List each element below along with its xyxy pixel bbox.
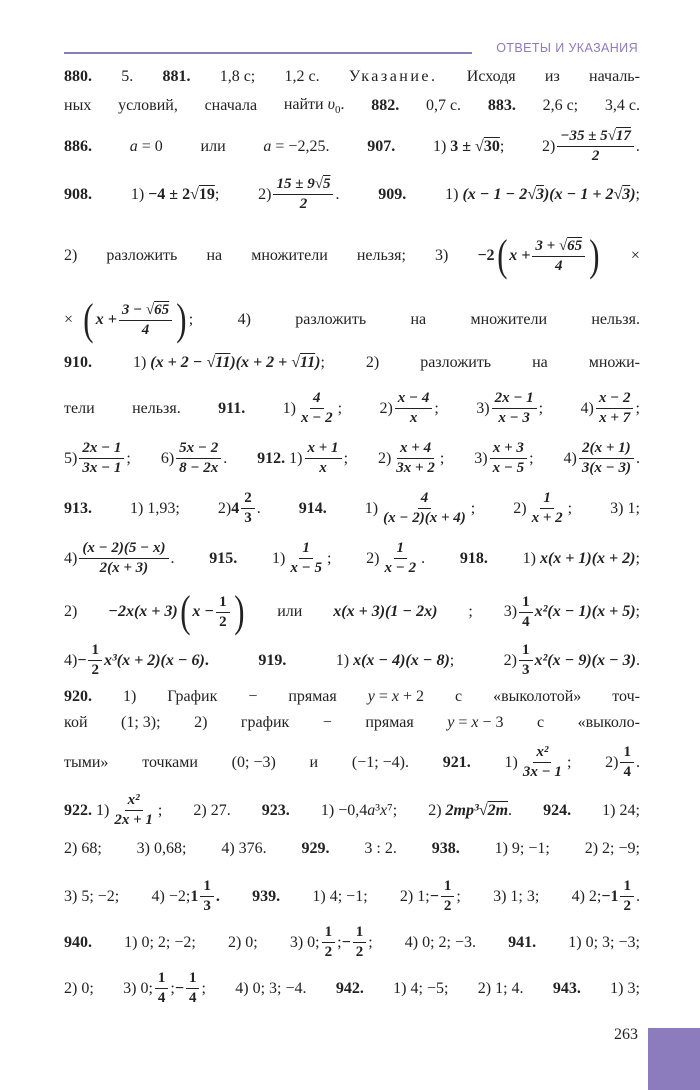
text-line: 3) 5; −2; 4) −2; 1 $\frac{1}{3}$ . 939. 1) 4; −1; 2) 1; − $\frac{1}{2}$ ; 3) 1; 3; 4) 2; −1 $\frac{1}{2}$ . <box>64 878 640 914</box>
text-line: × ( x + $\frac{3 - √65}{4}$ ) ; 4) разложить на множители нельзя. <box>64 295 640 344</box>
text-line: 2) разложить на множители нельзя; 3) −2 ( x + $\frac{3 + √65}{4}$ ) × <box>64 231 640 280</box>
text-line: 4) $\frac{(x - 2)(5 - x)}{2(x + 3)}$ . 915. 1) $\frac{1}{x - 5}$ ; 2) $\frac{1}{x - 2}$ . 918. 1) x(x + 1)(x + 2); <box>64 540 640 576</box>
text-line: 913. 1) 1,93; 2) 4 $\frac{2}{3}$ . 914. 1) $\frac{4}{(x - 2)(x + 4)}$ ; 2) $\frac{1}{x + 2}$ ; 3) 1; <box>64 490 640 526</box>
text-line: 880. 5. 881. 1,8 с; 1,2 с. Указание. Исходя из началь- <box>64 68 640 85</box>
text-line: 5) $\frac{2x - 1}{3x - 1}$ ; 6) $\frac{5x - 2}{8 - 2x}$ . 912. 1) $\frac{x + 1}{x}$ ; 2) $\frac{x + 4}{3x + 2}$ ; 3) $\frac{x + 3}{x - 5}$ ; 4) $\frac{2(x + 1)}{3(x - 3)}$ . <box>64 440 640 476</box>
text-line: тели нельзя. 911. 1) $\frac{4}{x - 2}$ ; 2) $\frac{x - 4}{x}$ ; 3) $\frac{2x - 1}{x - 3}$ ; 4) $\frac{x - 2}{x + 7}$ ; <box>64 390 640 426</box>
text-line: 2) −2x(x + 3) ( x − $\frac{1}{2}$ ) или x(x + 3)(1 − 2x) ; 3) $\frac{1}{4}$ x²(x − 1)(x + 5) ; <box>64 587 640 636</box>
header-rule <box>64 52 472 54</box>
text-line: 886. a = 0 или a = −2,25. 907. 1) 3 ± √30; 2) $\frac{-35 \pm 5√17}{2}$ . <box>64 128 640 164</box>
text-line: 910. 1) (x + 2 − √11)(x + 2 + √11); 2) разложить на множи- <box>64 354 640 371</box>
text-line: 922. 1) $\frac{\text{x²}}{2x + 1}$ ; 2) 27. 923. 1) −0,4a³x⁷; 2) 2mp³√2m. 924. 1) 24; <box>64 792 640 828</box>
text-line: ных условий, сначала найти $\upsilon_0$. 882. 0,7 с. 883. 2,6 с; 3,4 с. <box>64 96 640 117</box>
text-line: 4) − $\frac{1}{2}$ x³(x + 2)(x − 6) . 919. 1) x(x − 4)(x − 8); 2) $\frac{1}{3}$ x²(x − 9)(x − 3) . <box>64 642 640 678</box>
text-line: кой (1; 3); 2) график − прямая y = x − 3 с «выколо- <box>64 714 640 731</box>
text-line: 920. 1) График − прямая y = x + 2 с «выколотой» точ- <box>64 688 640 705</box>
text-line: 2) 68; 3) 0,68; 4) 376. 929. 3 : 2. 938. 1) 9; −1; 2) 2; −9; <box>64 840 640 857</box>
page-number: 263 <box>614 1026 638 1043</box>
text-line: 940. 1) 0; 2; −2; 2) 0; 3) 0; $\frac{1}{2}$ ; − $\frac{1}{2}$ ; 4) 0; 2; −3. 941. 1) 0; 3; −3; <box>64 924 640 960</box>
section-title: ОТВЕТЫ И УКАЗАНИЯ <box>496 41 638 55</box>
text-line: 2) 0; 3) 0; $\frac{1}{4}$ ; − $\frac{1}{4}$ ; 4) 0; 3; −4. 942. 1) 4; −5; 2) 1; 4. 943. 1) 3; <box>64 970 640 1006</box>
text-line: 908. 1) −4 ± 2√19; 2) $\frac{15 \pm 9√5}{2}$ . 909. 1) (x − 1 − 2√3)(x − 1 + 2√3); <box>64 176 640 212</box>
text-line: тыми» точками (0; −3) и (−1; −4). 921. 1) $\frac{\text{x²}}{3x - 1}$ ; 2) $\frac{1}{4}$ . <box>64 744 640 780</box>
page-corner-tab <box>648 1028 700 1090</box>
